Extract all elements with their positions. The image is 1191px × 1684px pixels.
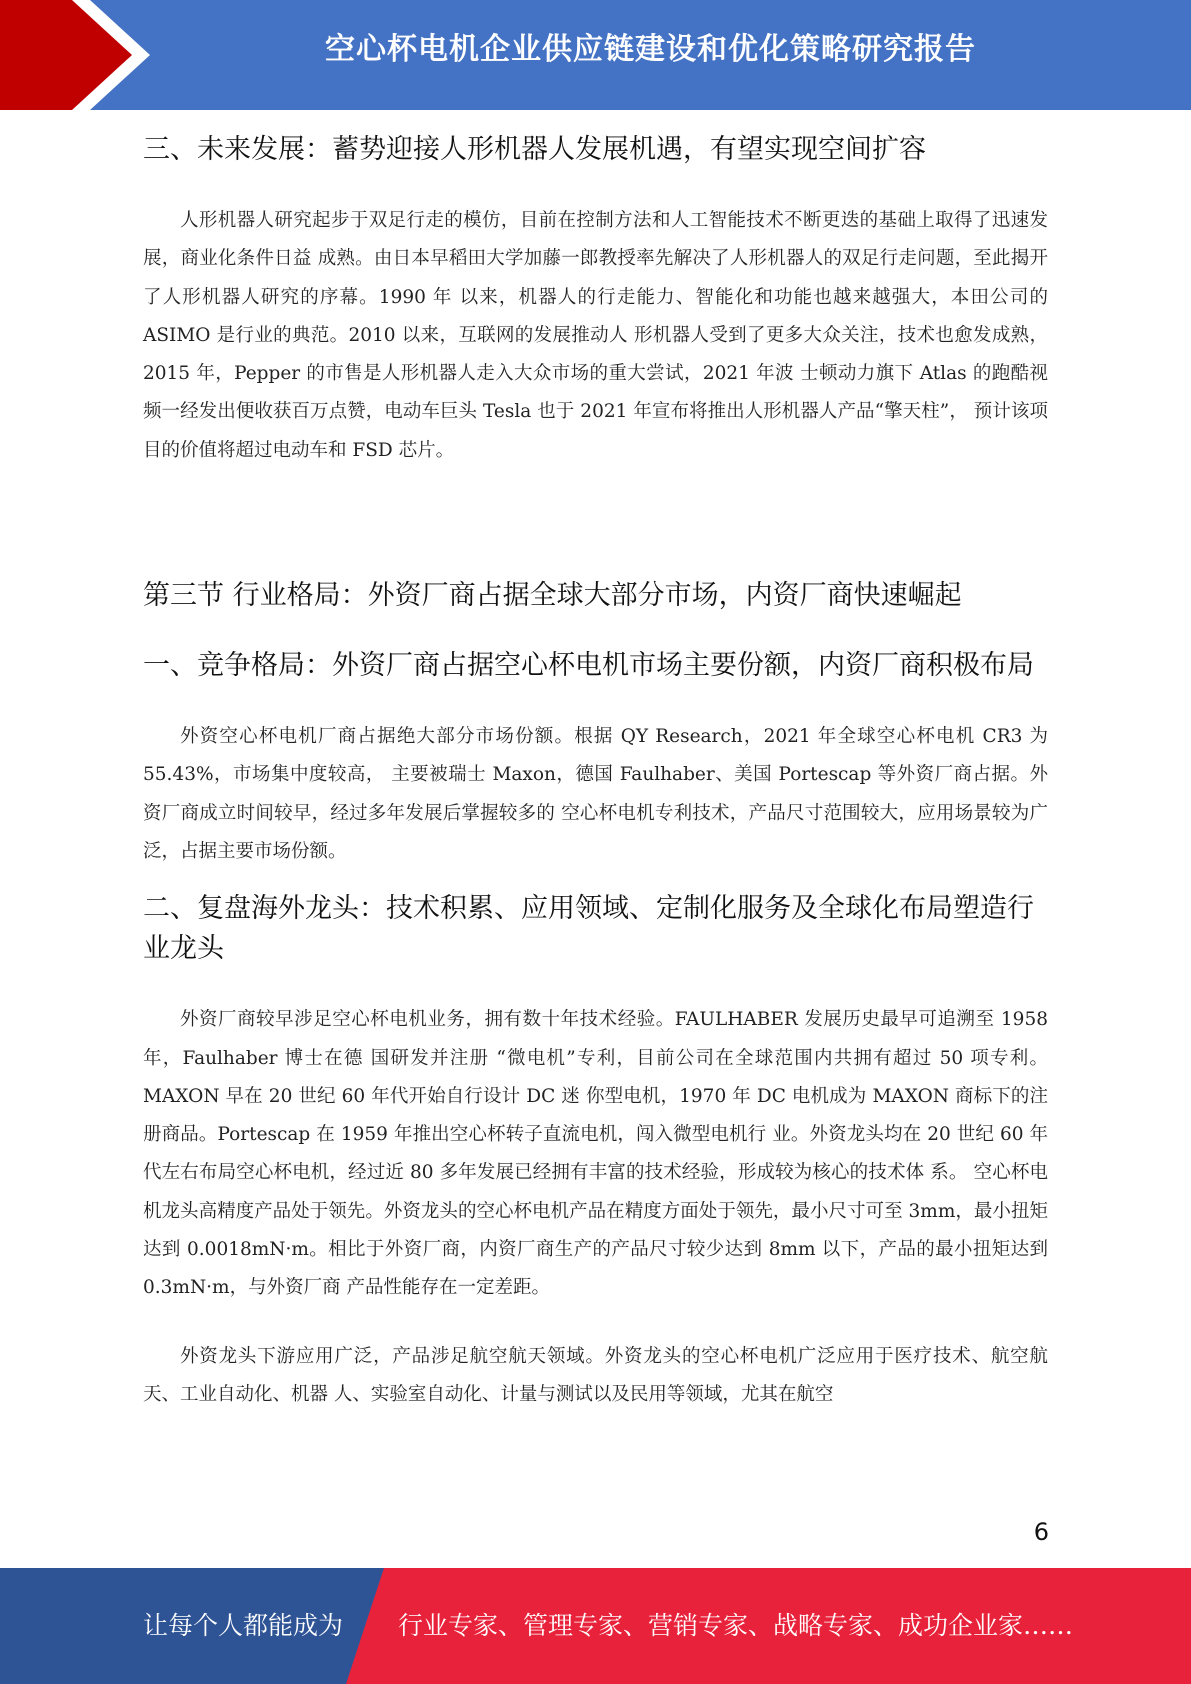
page-content <box>143 118 1048 1414</box>
paragraph-technical-experience: 外资厂商较早涉足空心杯电机业务，拥有数十年技术经验。FAULHABER 发展历史最早可追溯至 1958 年，Faulhaber 博士在德 国研发并注册 “微电机”专利，目前公司在全球范围内共拥有超过 50 项专利。MAXON 早在 20 世纪 60 年代开始自行设计 DC 迷 你型电机，1970 年 DC 电机成为 MAXON 商标下的注册商品。Portescap 在 1959 年推出空心杯转子直流电机，闯入微型电机行 业。外资龙头均在 20 世纪 60 年代左右布局空心杯电机，经过近 80 多年发展已经拥有丰富的技术经验，形成较为核心的技术体 系。 空心杯电机龙头高精度产品处于领先。外资龙头的空心杯电机产品在精度方面处于领先，最小尺寸可至 3mm，最小扭矩达到 0.0018mN·m。相比于外资厂商，内资厂商生产的产品尺寸较少达到 8mm 以下，产品的最小扭矩达到 0.3mN·m，与外资厂商 产品性能存在一定差距。 <box>143 1009 1048 1299</box>
section-heading-future-development: 三、未来发展：蓄势迎接人形机器人发展机遇，有望实现空间扩容 <box>143 134 926 165</box>
section-heading-competition: 一、竞争格局：外资厂商占据空心杯电机市场主要份额，内资厂商积极布局 <box>143 650 1034 682</box>
paragraph-market-share: 外资空心杯电机厂商占据绝大部分市场份额。根据 QY Research，2021 年全球空心杯电机 CR3 为 55.43%，市场集中度较高， 主要被瑞士 Maxon，德国 Faulhaber、美国 Portescap 等外资厂商占据。外资厂商成立时间较早，经过多年发展后掌握较多的 空心杯电机专利技术，产品尺寸范围较大，应用场景较为广泛，占据主要市场份额。 <box>143 726 1048 862</box>
page-header <box>0 0 1191 110</box>
paragraph-humanoid-robots: 人形机器人研究起步于双足行走的模仿，目前在控制方法和人工智能技术不断更迭的基础上取得了迅速发展，商业化条件日益 成熟。由日本早稻田大学加藤一郎教授率先解决了人形机器人的双足行走问题，至此揭开了人形机器人研究的序幕。1990 年 以来，机器人的行走能力、智能化和功能也越来越强大，本田公司的 ASIMO 是行业的典范。2010 以来，互联网的发展推动人 形机器人受到了更多大众关注，技术也愈发成熟，2015 年，Pepper 的市售是人形机器人走入大众市场的重大尝试，2021 年波 士顿动力旗下 Atlas 的跑酷视频一经发出便收获百万点赞，电动车巨头 Tesla 也于 2021 年宣布将推出人形机器人产品“擎天柱”， 预计该项目的价值将超过电动车和 FSD 芯片。 <box>143 210 1048 461</box>
header-title: 空心杯电机企业供应链建设和优化策略研究报告 <box>325 32 976 67</box>
section-heading-industry-landscape: 第三节 行业格局：外资厂商占据全球大部分市场，内资厂商快速崛起 <box>143 580 962 612</box>
section-heading-overseas-leaders: 二、复盘海外龙头：技术积累、应用领域、定制化服务及全球化布局塑造行业龙头 <box>143 893 1034 965</box>
page-number: 6 <box>1033 1518 1049 1546</box>
footer-slogan-left: 让每个人都能成为 <box>143 1611 344 1640</box>
page-footer <box>0 1568 1191 1684</box>
paragraph-applications: 外资龙头下游应用广泛，产品涉足航空航天领域。外资龙头的空心杯电机广泛应用于医疗技术、航空航天、工业自动化、机器 人、实验室自动化、计量与测试以及民用等领域，尤其在航空 <box>143 1345 1048 1405</box>
footer-slogan-right: 行业专家、管理专家、营销专家、战略专家、成功企业家…… <box>398 1611 1074 1640</box>
